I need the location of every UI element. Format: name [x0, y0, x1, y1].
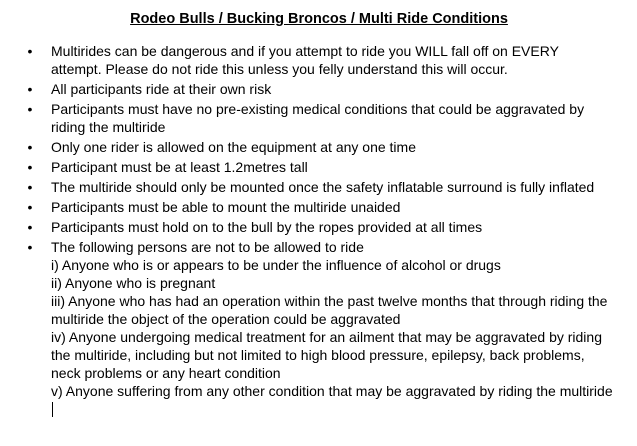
excluded-item: ii) Anyone who is pregnant — [51, 275, 216, 291]
list-item-text: All participants ride at their own risk — [51, 81, 272, 97]
list-item — [25, 218, 613, 236]
list-item — [25, 42, 613, 78]
list-item — [25, 138, 613, 156]
bullet-icon: • — [27, 81, 33, 97]
list-item-text: Participants must be able to mount the multiride unaided — [51, 199, 401, 215]
bullet-icon: • — [27, 199, 33, 215]
excluded-item-text: v) Anyone suffering from any other condition that may be aggravated by riding the multiride — [51, 383, 613, 399]
conditions-list — [25, 42, 613, 418]
list-item — [25, 178, 613, 196]
list-item-text: Participant must be at least 1.2metres tall — [51, 159, 308, 175]
bullet-icon: • — [27, 219, 33, 235]
bullet-icon: • — [27, 101, 33, 117]
list-item-text: Multirides can be dangerous and if you attempt to ride you WILL fall off on EVERY attempt. Please do not ride this unless you felly understand this will occur. — [51, 43, 559, 77]
list-item-excluded-persons — [25, 238, 613, 418]
bullet-icon: • — [27, 159, 33, 175]
list-item-text: The multiride should only be mounted once the safety inflatable surround is fully inflated — [51, 179, 595, 195]
document-title: Rodeo Bulls / Bucking Broncos / Multi Ride Conditions — [130, 11, 508, 27]
excluded-item: iv) Anyone undergoing medical treatment for an ailment that may be aggravated by riding the multiride, including but not limited to high blood pressure, epilepsy, back problems, neck problems or any heart condition — [51, 329, 602, 381]
list-item — [25, 80, 613, 98]
list-item — [25, 198, 613, 216]
list-item-text: Participants must hold on to the bull by the ropes provided at all times — [51, 219, 483, 235]
list-item — [25, 158, 613, 176]
list-item-text: Only one rider is allowed on the equipment at any one time — [51, 139, 416, 155]
excluded-intro: The following persons are not to be allowed to ride — [51, 239, 364, 255]
list-item — [25, 100, 613, 136]
bullet-icon: • — [27, 139, 33, 155]
excluded-item: i) Anyone who is or appears to be under the influence of alcohol or drugs — [51, 257, 501, 273]
bullet-icon: • — [27, 179, 33, 195]
excluded-item: iii) Anyone who has had an operation within the past twelve months that through riding the multiride the object of the operation could be aggravated — [51, 293, 608, 327]
bullet-icon: • — [27, 43, 33, 59]
list-item-text: Participants must have no pre-existing medical conditions that could be aggravated by riding the multiride — [51, 101, 585, 135]
excluded-item-last — [51, 382, 613, 418]
bullet-icon: • — [27, 239, 33, 255]
text-cursor — [52, 402, 53, 417]
